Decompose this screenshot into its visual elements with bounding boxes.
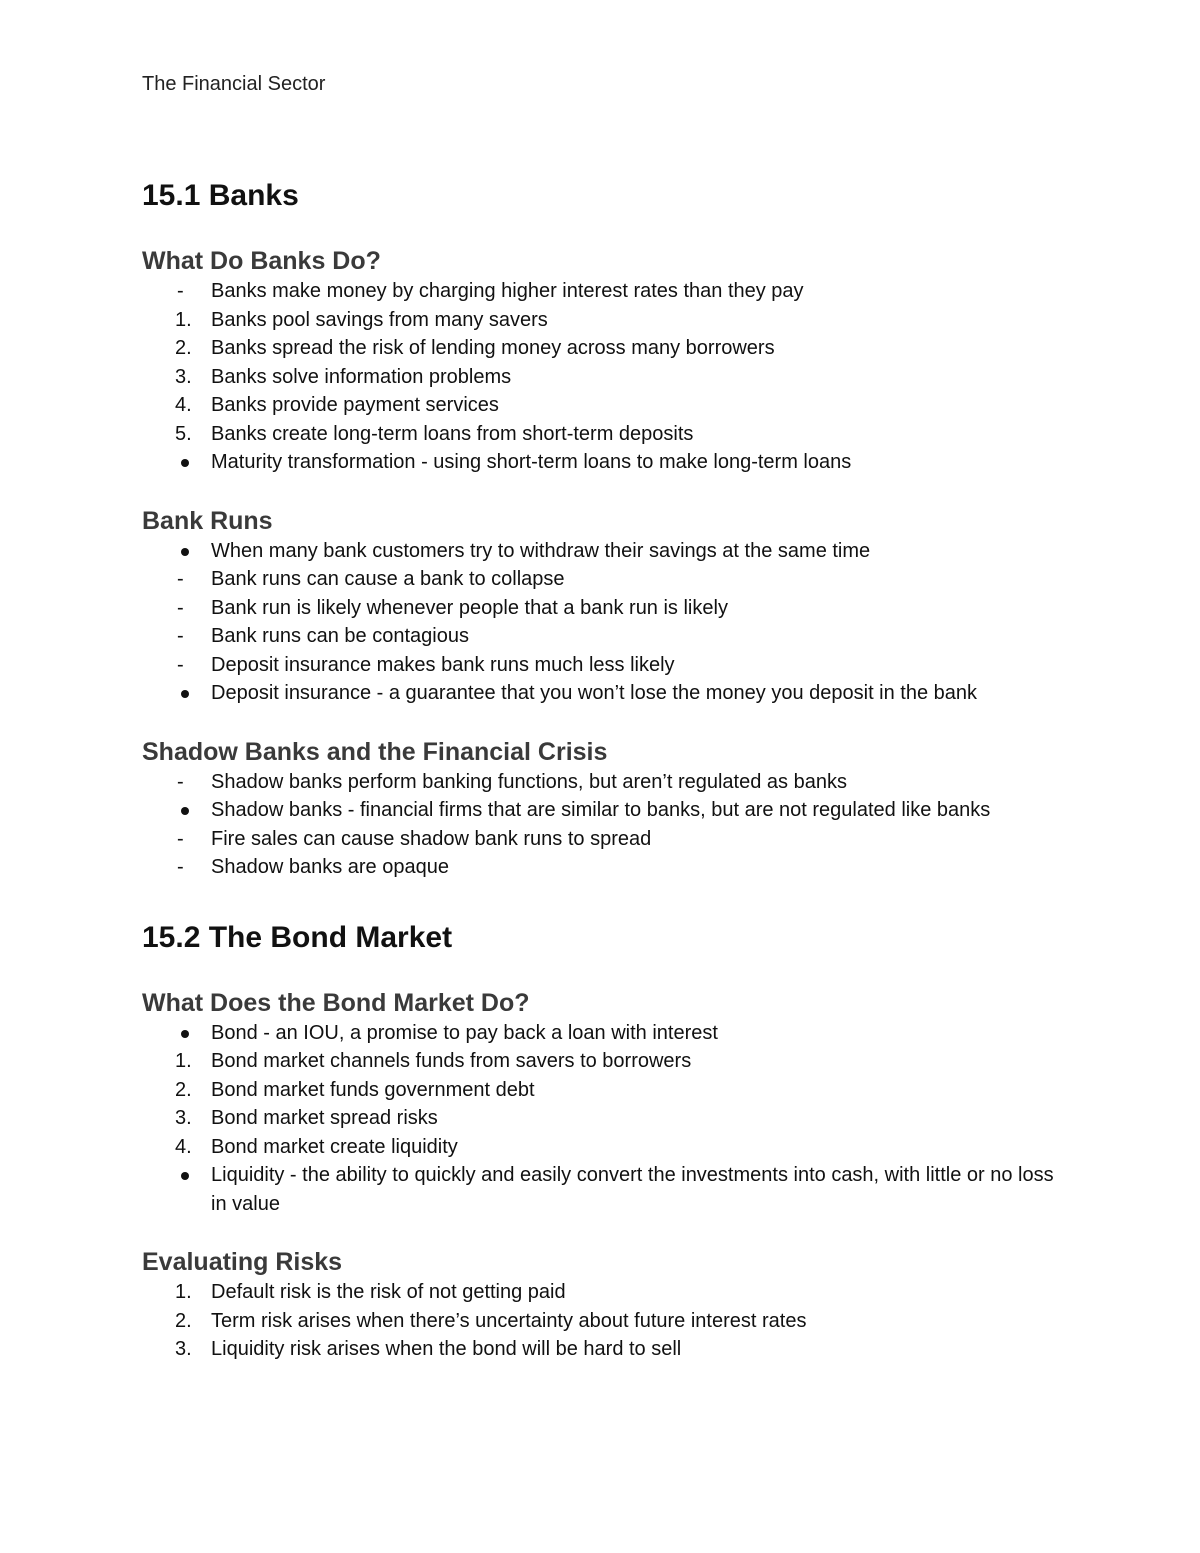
list-item [142, 334, 1072, 363]
list-item [142, 420, 1072, 449]
document-title: The Financial Sector [142, 73, 326, 95]
section-heading: 15.1 Banks [142, 179, 299, 212]
subsection-heading: What Does the Bond Market Do? [142, 988, 530, 1017]
list-item-text: Banks solve information problems [211, 365, 512, 388]
number-marker: 3. [175, 1338, 192, 1360]
section-bond-market [142, 918, 1072, 1364]
bullet-icon [181, 548, 189, 556]
list-item [142, 1133, 1072, 1162]
list-item-text: Maturity transformation - using short-term loans to make long-term loans [211, 451, 852, 473]
list-item [142, 1335, 1072, 1364]
section-banks [142, 176, 1072, 882]
list-item-text: Bank runs can cause a bank to collapse [211, 568, 565, 590]
list-item-text: Default risk is the risk of not getting paid [211, 1281, 566, 1303]
number-marker: 1. [175, 308, 192, 331]
subsection-heading: Shadow Banks and the Financial Crisis [142, 737, 608, 766]
subsection-heading: Evaluating Risks [142, 1248, 343, 1276]
subsection-bank-runs [142, 505, 1072, 708]
subsection-what-does-bond-market-do [142, 987, 1072, 1219]
list-item [142, 277, 1072, 306]
dash-marker: - [177, 827, 184, 850]
list-item [142, 1161, 1072, 1218]
list-item [142, 1019, 1072, 1048]
number-marker: 2. [175, 1309, 192, 1332]
list-item-text: Shadow banks are opaque [211, 856, 449, 878]
number-marker: 1. [175, 1050, 192, 1072]
subsection-evaluating-risks [142, 1246, 1072, 1364]
list-item-text: Banks provide payment services [211, 394, 499, 416]
list-item-text: Shadow banks - financial firms that are similar to banks, but are not regulated like banks [211, 799, 991, 821]
list-item [142, 391, 1072, 420]
list-item-text: Fire sales can cause shadow bank runs to spread [211, 827, 652, 850]
list-item-text: Liquidity - the ability to quickly and easily convert the investments into cash, with little or no loss in value [211, 1164, 1054, 1215]
list-item-text: Bond market funds government debt [211, 1078, 535, 1101]
list-item-text: Bank run is likely whenever people that a bank run is likely [211, 596, 728, 619]
bullet-icon [181, 690, 189, 698]
list-item [142, 565, 1072, 594]
subsection-heading: What Do Banks Do? [142, 247, 381, 275]
document-content [142, 176, 1072, 1364]
list-item [142, 679, 1072, 708]
dash-marker: - [177, 856, 184, 878]
dash-marker: - [177, 770, 184, 793]
bullet-icon [181, 807, 189, 815]
number-marker: 3. [175, 365, 192, 388]
list-item-text: Liquidity risk arises when the bond will be hard to sell [211, 1338, 682, 1360]
dash-marker: - [177, 596, 184, 619]
list-item [142, 1047, 1072, 1076]
list-item [142, 448, 1072, 477]
list-item-text: Banks pool savings from many savers [211, 308, 548, 331]
list-item [142, 853, 1072, 882]
list-item-text: Bond market spread risks [211, 1107, 438, 1129]
list-item [142, 622, 1072, 651]
list-item-text: When many bank customers try to withdraw their savings at the same time [211, 539, 871, 562]
list-item-text: Bank runs can be contagious [211, 625, 469, 647]
number-marker: 4. [175, 1135, 192, 1158]
list-item [142, 825, 1072, 854]
number-marker: 1. [175, 1281, 192, 1303]
number-marker: 3. [175, 1107, 192, 1129]
number-marker: 5. [175, 422, 192, 445]
list-item [142, 1278, 1072, 1307]
subsection-heading: Bank Runs [142, 506, 273, 535]
list-item-text: Bond - an IOU, a promise to pay back a loan with interest [211, 1021, 718, 1044]
dash-marker: - [177, 653, 184, 676]
list-item-text: Term risk arises when there’s uncertainty about future interest rates [211, 1309, 807, 1332]
list-item [142, 363, 1072, 392]
list-item [142, 1104, 1072, 1133]
number-marker: 2. [175, 337, 192, 359]
list-item-text: Shadow banks perform banking functions, but aren’t regulated as banks [211, 770, 847, 793]
subsection-shadow-banks [142, 736, 1072, 882]
list-item [142, 1307, 1072, 1336]
dash-marker: - [177, 280, 184, 302]
list-item-text: Deposit insurance - a guarantee that you won’t lose the money you deposit in the bank [211, 682, 978, 704]
list-item [142, 796, 1072, 825]
section-heading: 15.2 The Bond Market [142, 920, 453, 954]
list-item-text: Banks make money by charging higher interest rates than they pay [211, 280, 804, 302]
subsection-what-do-banks-do [142, 245, 1072, 477]
dash-marker: - [177, 625, 184, 647]
dash-marker: - [177, 568, 184, 590]
bullet-icon [181, 459, 189, 467]
list-item [142, 1076, 1072, 1105]
number-marker: 4. [175, 394, 192, 416]
list-item [142, 651, 1072, 680]
list-item-text: Banks spread the risk of lending money across many borrowers [211, 337, 775, 359]
list-item-text: Bond market create liquidity [211, 1135, 458, 1158]
list-item [142, 594, 1072, 623]
number-marker: 2. [175, 1078, 192, 1101]
bullet-icon [181, 1172, 189, 1180]
list-item-text: Banks create long-term loans from short-term deposits [211, 422, 694, 445]
bullet-icon [181, 1030, 189, 1038]
list-item-text: Bond market channels funds from savers to borrowers [211, 1050, 692, 1072]
list-item [142, 537, 1072, 566]
list-item [142, 306, 1072, 335]
list-item [142, 768, 1072, 797]
list-item-text: Deposit insurance makes bank runs much less likely [211, 653, 675, 676]
